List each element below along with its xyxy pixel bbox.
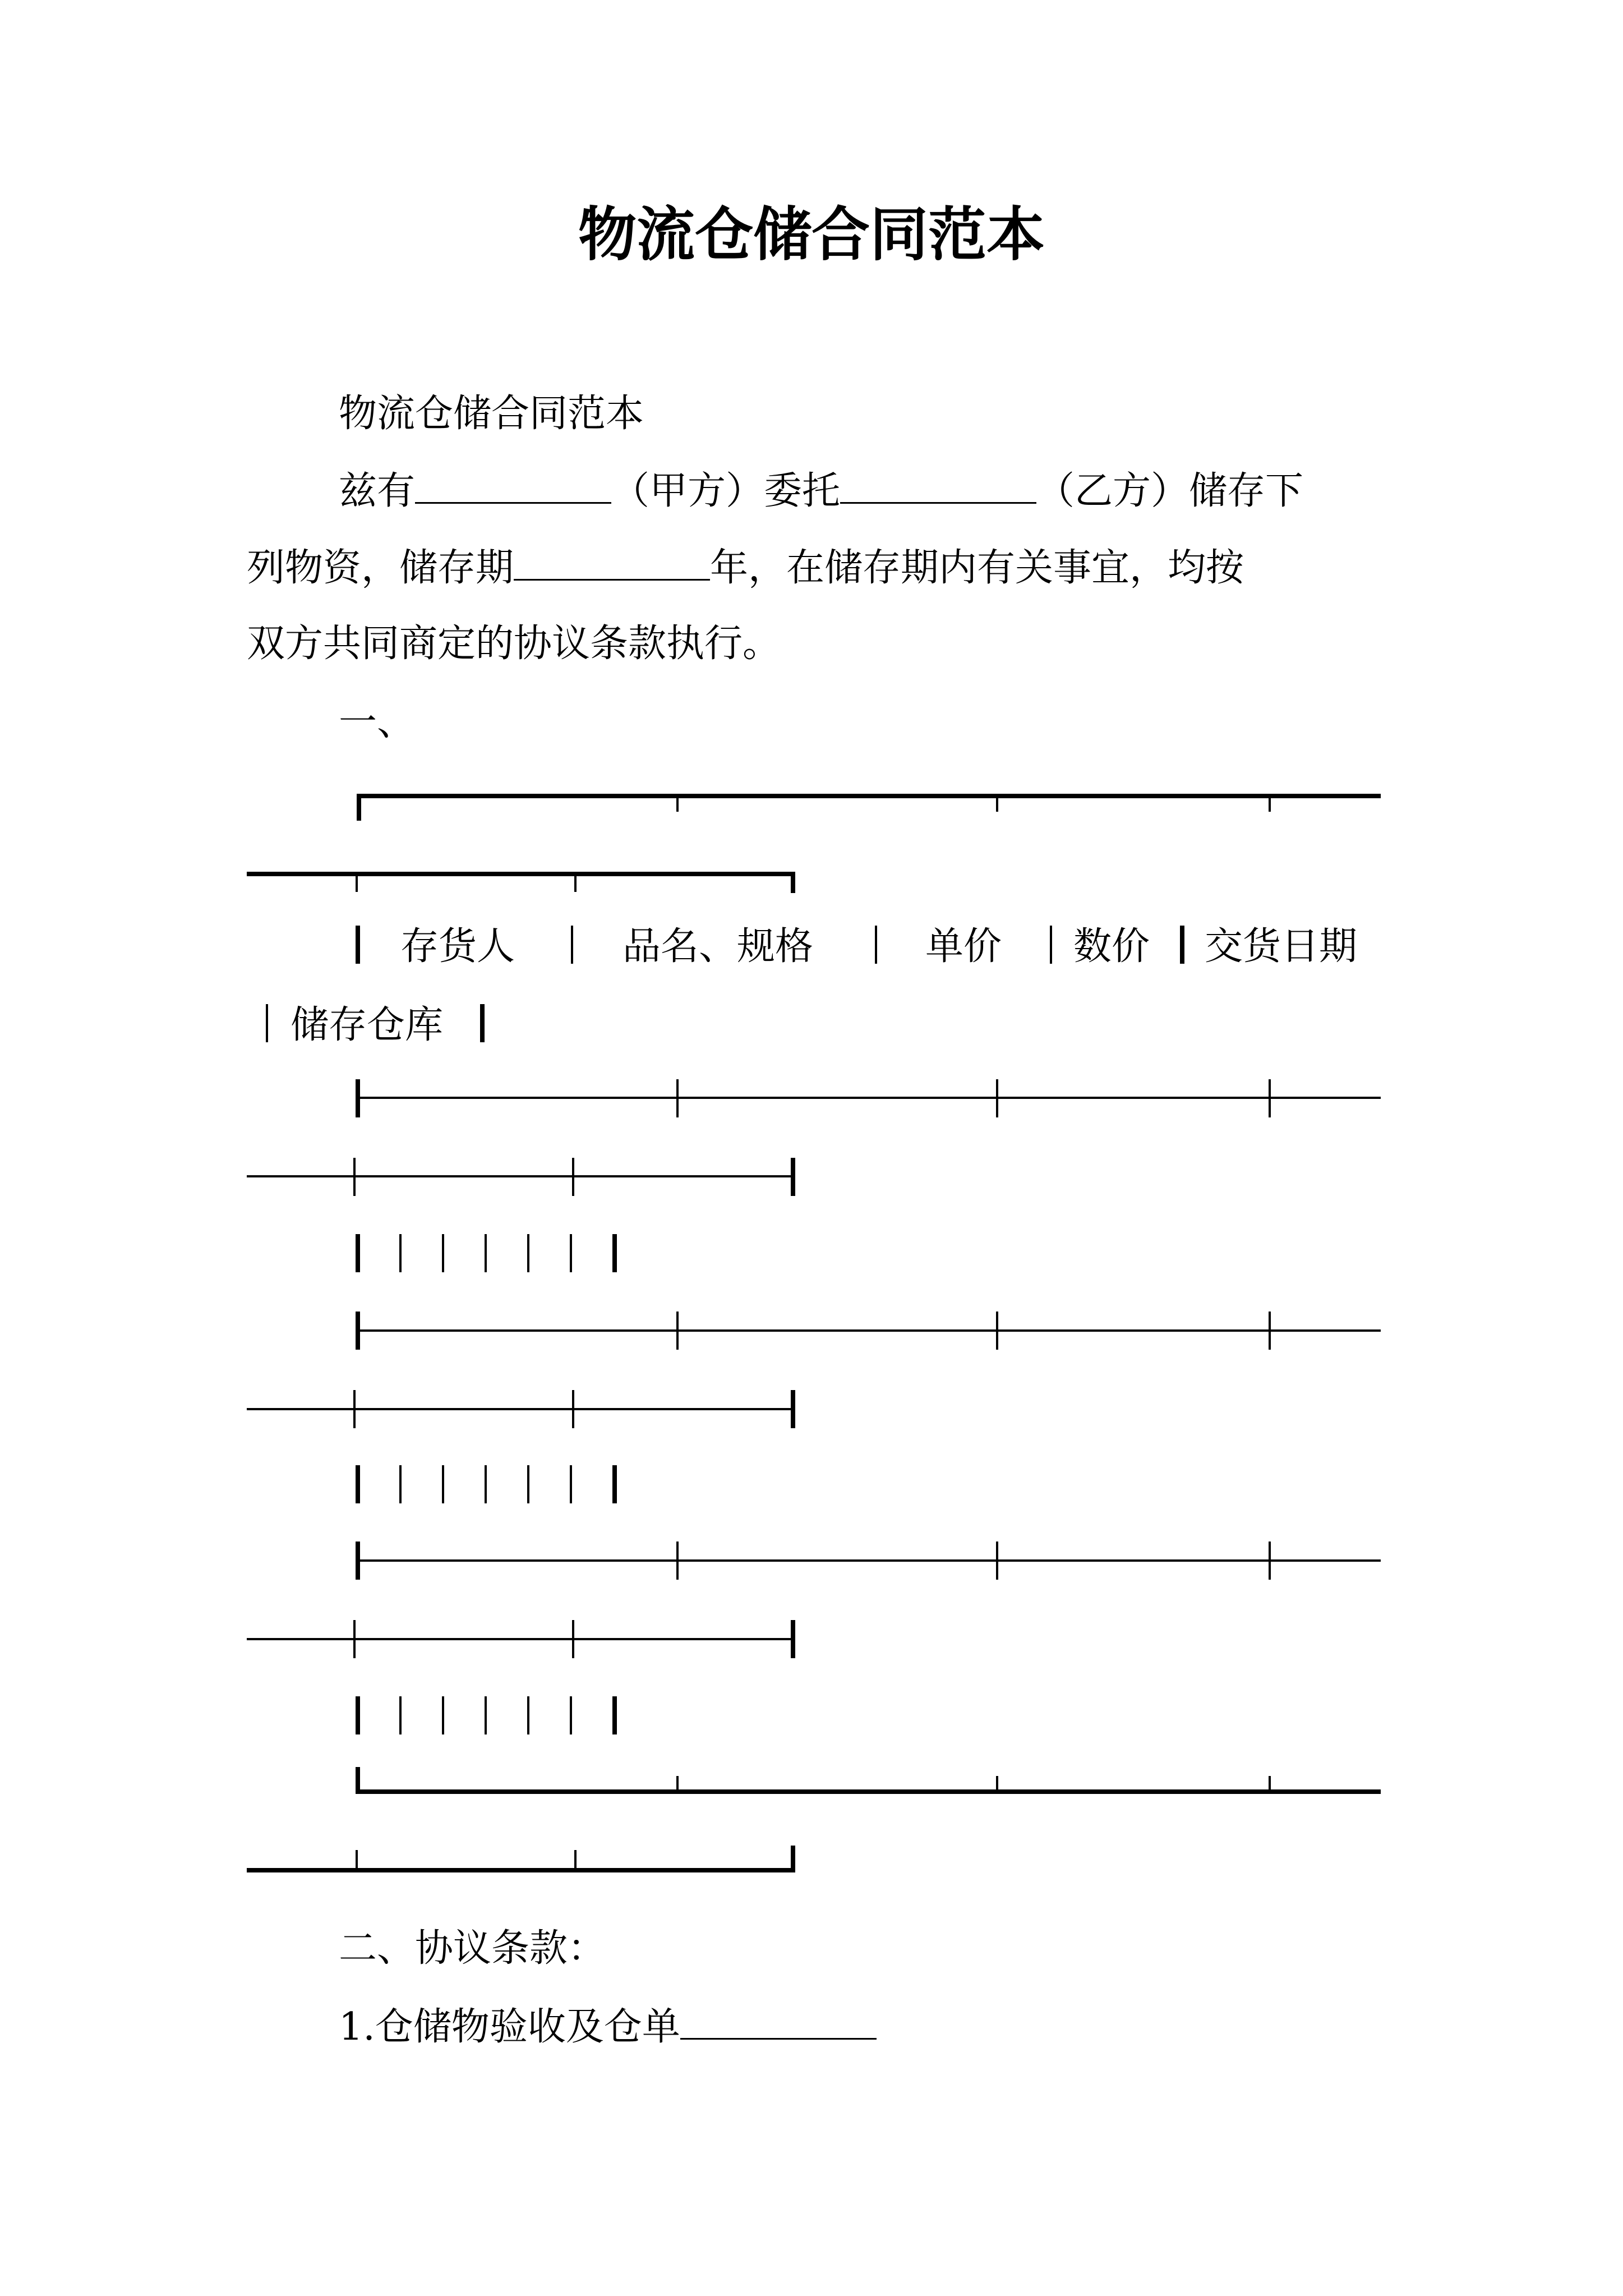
document-title: 物流仓储合同范本 xyxy=(578,200,1045,269)
clause-1-text: 1.仓储物验收及仓单 xyxy=(339,2005,680,2049)
party-b-blank[interactable] xyxy=(840,466,1036,504)
header-warehouse: 储存仓库 xyxy=(291,1003,444,1047)
header-unit-price: 单价 xyxy=(925,924,1002,969)
intro-text-2a: 列物资，储存期 xyxy=(247,546,514,590)
section-1-heading: 一、 xyxy=(339,700,416,744)
storage-period-blank[interactable] xyxy=(514,543,710,581)
subtitle: 物流仓储合同范本 xyxy=(339,392,644,436)
section-2-heading: 二、协议条款： xyxy=(339,1926,606,1971)
intro-line-3: 双方共同商定的协议条款执行。 xyxy=(247,622,781,666)
header-item-spec: 品名、规格 xyxy=(623,924,814,969)
header-amount: 数价 xyxy=(1073,924,1150,969)
clause-1-blank[interactable] xyxy=(680,2002,877,2040)
intro-text-1a: 兹有 xyxy=(339,469,416,513)
intro-text-1b: （甲方）委托 xyxy=(611,469,841,513)
party-a-blank[interactable] xyxy=(415,466,611,504)
intro-line-1 xyxy=(339,464,1303,518)
clause-1 xyxy=(339,2000,877,2054)
header-depositor: 存货人 xyxy=(400,924,515,969)
header-delivery-date: 交货日期 xyxy=(1205,924,1358,969)
intro-text-1c: （乙方）储存下 xyxy=(1036,469,1304,513)
intro-text-2b: 年，在储存期内有关事宜，均按 xyxy=(710,546,1244,590)
intro-line-2 xyxy=(247,541,1244,595)
